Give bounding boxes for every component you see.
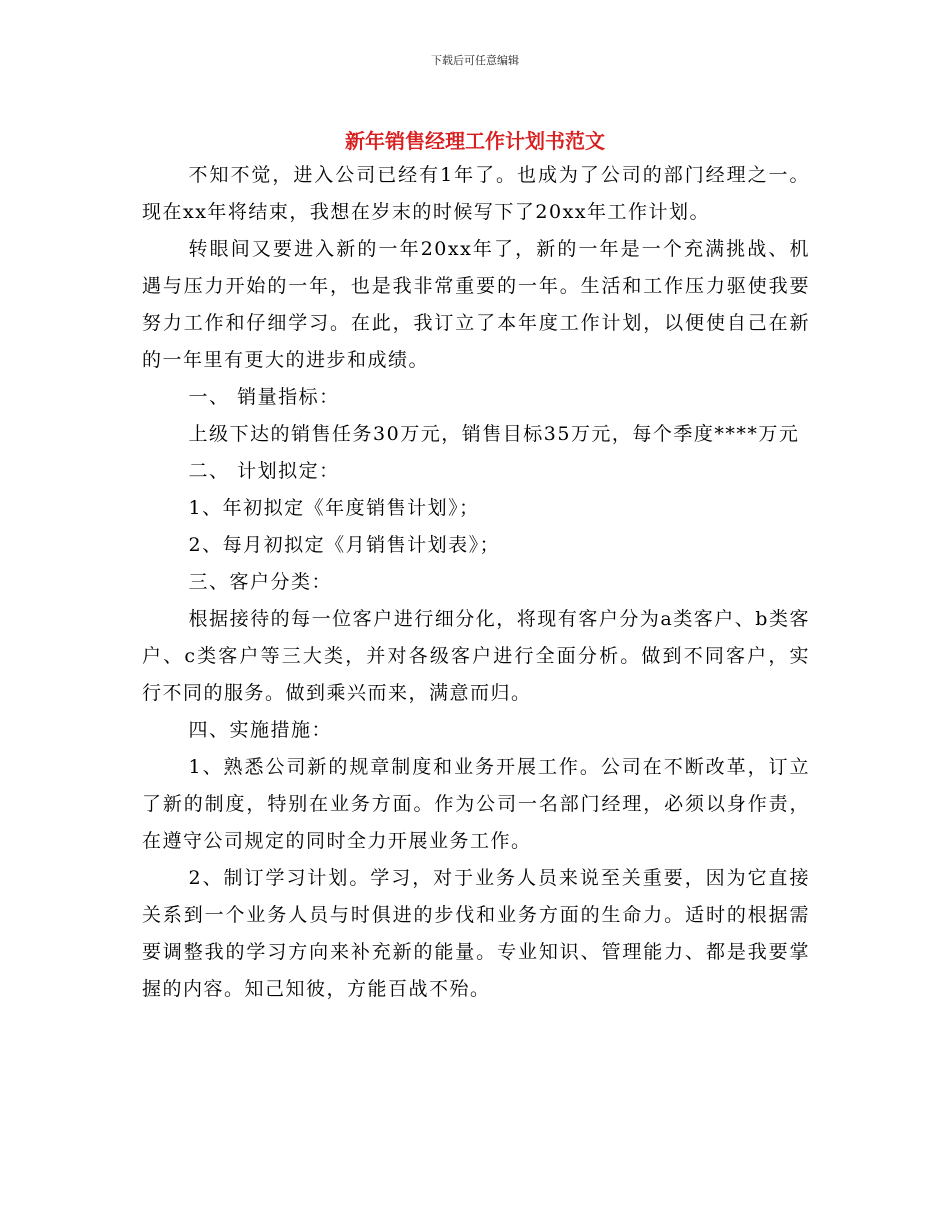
section-heading-plan: 二、 计划拟定： [188, 460, 340, 482]
paragraph-measure-study: 2、制订学习计划。学习，对于业务人员来说至关重要，因为它直接关系到一个业务人员与时俱进的步伐和业务方面的生命力。适时的根据需要调整我的学习方向来补充新的能量。专业知识、管理能力、都是我要掌握的内容。知己知彼，方能百战不殆。 [142, 867, 810, 1000]
section-heading-customers: 三、客户分类： [188, 571, 333, 593]
document-title: 新年销售经理工作计划书范文 [345, 129, 605, 154]
paragraph-customer-classification: 根据接待的每一位客户进行细分化，将现有客户分为a类客户、b类客户、c类客户等三大类，并对各级客户进行全面分析。做到不同客户，实行不同的服务。做到乘兴而来，满意而归。 [142, 608, 810, 704]
list-item-monthly-plan: 2、每月初拟定《月销售计划表》； [188, 534, 501, 556]
paragraph-intro: 不知不觉，进入公司已经有1年了。也成为了公司的部门经理之一。现在xx年将结束，我想在岁末的时候写下了20xx年工作计划。 [142, 164, 810, 223]
section-heading-measures: 四、实施措施： [188, 719, 333, 741]
paragraph-measure-rules: 1、熟悉公司新的规章制度和业务开展工作。公司在不断改革，订立了新的制度，特别在业务方面。作为公司一名部门经理，必须以身作责，在遵守公司规定的同时全力开展业务工作。 [142, 756, 810, 852]
section-heading-sales-target: 一、 销量指标： [188, 386, 340, 408]
paragraph-new-year: 转眼间又要进入新的一年20xx年了，新的一年是一个充满挑战、机遇与压力开始的一年，也是我非常重要的一年。生活和工作压力驱使我要努力工作和仔细学习。在此，我订立了本年度工作计划，以便使自己在新的一年里有更大的进步和成绩。 [142, 238, 810, 371]
document-body [142, 157, 810, 1008]
paragraph-sales-target: 上级下达的销售任务30万元，销售目标35万元，每个季度****万元 [188, 423, 800, 445]
page-header-note: 下载后可任意编辑 [431, 54, 519, 67]
list-item-annual-plan: 1、年初拟定《年度销售计划》； [188, 497, 480, 519]
